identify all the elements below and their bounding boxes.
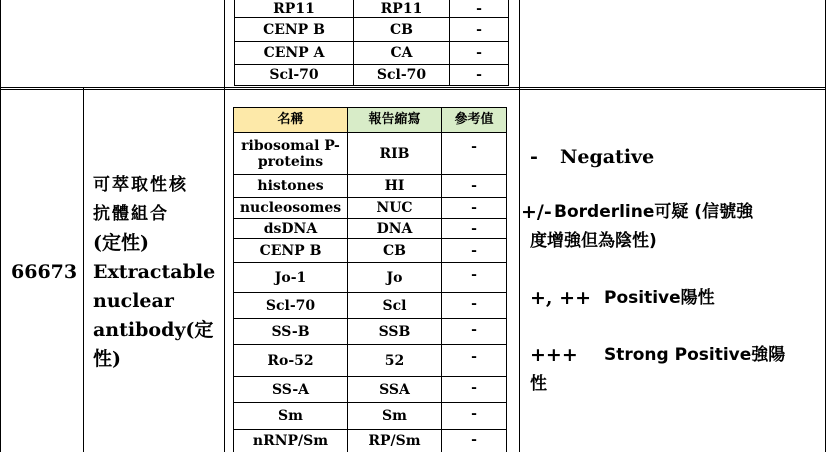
row-ref: - (471, 406, 477, 422)
row-ref: - (471, 220, 477, 237)
row-ref: - (471, 296, 477, 312)
item-title-line: Extractable (93, 261, 216, 283)
row-abbr: Scl (382, 297, 407, 314)
item-title-line: 可萃取性核 (93, 175, 188, 195)
row-name: nucleosomes (239, 200, 342, 216)
top-row-name: CENP B (263, 21, 325, 38)
top-row-ref: - (476, 45, 482, 61)
top-row-ref: - (476, 21, 482, 38)
header-name: 名稱 (277, 112, 304, 127)
row-ref: - (471, 432, 477, 448)
row-name: CENP B (259, 242, 322, 259)
row-name: Scl-70 (265, 297, 316, 314)
row-abbr: SSB (378, 323, 411, 340)
strong-text: Strong Positive強陽 (604, 345, 786, 365)
row-ref: - (471, 242, 477, 259)
item-title (93, 171, 215, 374)
negative-text: Negative (560, 146, 655, 168)
positive-symbol: +, ++ (530, 287, 591, 309)
row-ref: - (471, 322, 477, 338)
row-ref: - (471, 178, 477, 194)
item-title-line: 抗體組合 (93, 204, 169, 224)
row-name: Jo-1 (274, 269, 307, 286)
borderline-symbol: +/- (521, 201, 552, 223)
positive-text: Positive陽性 (604, 288, 715, 308)
row-name: ribosomal P-proteins (241, 137, 340, 170)
row-abbr: DNA (376, 220, 413, 237)
outer-row-divider-2 (0, 89, 826, 90)
item-title-line: nuclear (93, 290, 174, 312)
item-code: 66673 (11, 261, 78, 283)
item-title-line: antibody(定 (93, 319, 214, 341)
top-row-ref: - (476, 67, 482, 83)
row-abbr: NUC (376, 200, 413, 216)
row-ref: - (471, 380, 477, 396)
row-name: dsDNA (263, 220, 318, 237)
row-name: SS-B (271, 323, 310, 340)
header-ref: 參考值 (454, 112, 494, 127)
strong-text-2: 性 (530, 374, 547, 394)
negative-symbol: - (530, 146, 538, 168)
top-row-ref: - (476, 0, 482, 17)
row-abbr: 52 (384, 352, 405, 369)
borderline-text-2: 度增強但為陰性) (530, 231, 657, 251)
top-row-abbr: Scl-70 (376, 67, 427, 83)
borderline-text: Borderline可疑 (信號強 (554, 202, 754, 222)
top-row-name: CENP A (263, 45, 325, 61)
row-ref: - (471, 349, 477, 365)
item-title-line: (定性) (93, 232, 149, 254)
item-title-line: 性) (93, 348, 121, 370)
outer-divider-title (224, 0, 225, 452)
outer-divider-code (83, 88, 84, 452)
row-abbr: Sm (382, 408, 407, 424)
header-abbr: 報告縮寫 (368, 112, 421, 127)
row-ref: - (471, 267, 477, 283)
row-ref: - (471, 139, 477, 155)
row-name: histones (257, 178, 324, 194)
row-name: nRNP/Sm (252, 433, 329, 449)
outer-divider-interp (519, 0, 520, 452)
row-abbr: RP/Sm (368, 433, 421, 449)
top-row-abbr: RP11 (380, 0, 423, 17)
row-ref: - (471, 200, 477, 216)
top-row-abbr: CB (390, 21, 413, 38)
top-row-name: RP11 (273, 0, 315, 17)
top-row-abbr: CA (390, 45, 413, 61)
row-name: Ro-52 (267, 352, 314, 369)
outer-border-left (0, 0, 1, 452)
row-abbr: CB (383, 242, 406, 259)
row-abbr: Jo (386, 269, 403, 286)
row-name: SS-A (271, 381, 310, 398)
row-abbr: HI (384, 178, 405, 194)
row-abbr: RIB (379, 145, 410, 162)
top-row-name: Scl-70 (269, 67, 319, 83)
row-name: Sm (278, 408, 303, 424)
outer-row-divider (0, 87, 826, 88)
strong-symbol: +++ (530, 344, 578, 366)
row-abbr: SSA (379, 381, 410, 398)
